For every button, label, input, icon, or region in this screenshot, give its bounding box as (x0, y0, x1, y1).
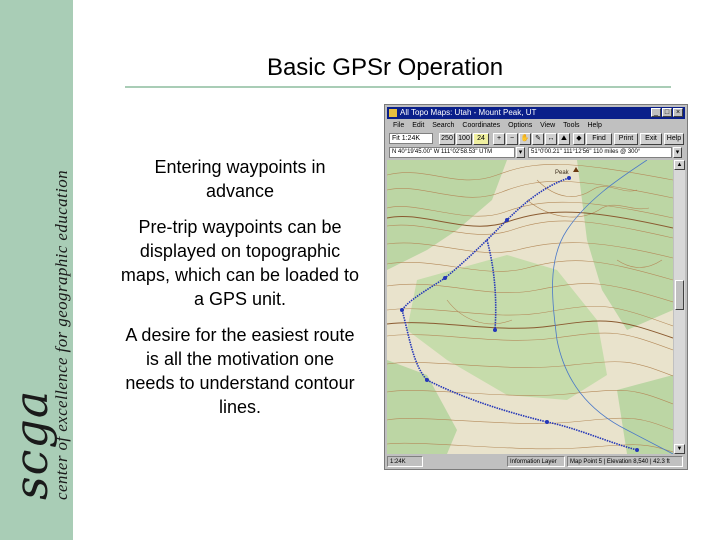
bullet-easiest-route: A desire for the easiest route is all the motivation one needs to understand contour lines. (125, 325, 355, 417)
chevron-down-icon[interactable]: ▾ (516, 147, 525, 158)
zoom-out-icon[interactable]: − (506, 133, 518, 145)
menu-search[interactable]: Search (432, 122, 455, 129)
exit-button[interactable]: Exit (640, 133, 662, 145)
app-icon (389, 109, 397, 117)
topo-map[interactable] (387, 160, 673, 454)
coordinate-bar (387, 147, 685, 159)
status-scale: 1:24K (387, 456, 423, 467)
pan-icon[interactable]: ✋ (519, 133, 531, 145)
pencil-icon[interactable]: ✎ (532, 133, 544, 145)
zoom-select[interactable]: Fit 1:24K (389, 133, 433, 144)
scale-250-button[interactable]: 250 (439, 133, 455, 145)
bullet-entering-waypoints: Entering waypoints in advance (154, 157, 326, 201)
distance-field[interactable]: 51°0'00.21" 111°12'56" 110 miles @ 300° (528, 147, 672, 158)
vertical-scrollbar[interactable] (674, 160, 685, 454)
logo-mark: scga (4, 389, 58, 500)
toolbar (387, 132, 685, 146)
status-bar (387, 456, 685, 467)
help-button[interactable]: Help (664, 133, 684, 145)
menu-tools[interactable]: Tools (563, 122, 580, 129)
topo-map-graphic (387, 160, 673, 454)
find-button[interactable]: Find (586, 133, 612, 145)
logo-tagline: center of excellence for geographic education (52, 169, 71, 500)
menu-view[interactable]: View (540, 122, 556, 129)
title-rule (125, 86, 671, 88)
status-mode: Information Layer (507, 456, 565, 467)
menu-coordinates[interactable]: Coordinates (462, 122, 501, 129)
bullet-pretrip-waypoints: Pre-trip waypoints can be displayed on topographic maps, which can be loaded to a GPS unit. (120, 217, 360, 309)
menu-help[interactable]: Help (587, 122, 602, 129)
maximize-icon[interactable]: □ (662, 108, 672, 117)
menu-options[interactable]: Options (508, 122, 533, 129)
close-icon[interactable]: × (673, 108, 683, 117)
window-titlebar[interactable] (387, 107, 685, 119)
minimize-icon[interactable]: _ (651, 108, 661, 117)
scale-24-button[interactable]: 24 (473, 133, 489, 145)
scroll-thumb[interactable] (675, 280, 684, 310)
menu-file[interactable]: File (393, 122, 405, 129)
scale-100-button[interactable]: 100 (456, 133, 472, 145)
status-info: Map Point 5 | Elevation 8,540 | 42.3 ft (567, 456, 683, 467)
window-title: All Topo Maps: Utah - Mount Peak, UT (400, 108, 537, 117)
topo-app-window (384, 104, 688, 470)
waypoint-icon[interactable]: ◆ (573, 133, 585, 145)
zoom-in-icon[interactable]: + (493, 133, 505, 145)
scroll-down-icon[interactable]: ▼ (674, 444, 685, 454)
peak-label: Peak (555, 170, 569, 176)
ruler-icon[interactable]: ↔ (545, 133, 557, 145)
slide-title: Basic GPSr Operation (266, 54, 504, 81)
scroll-up-icon[interactable]: ▲ (674, 160, 685, 170)
print-button[interactable]: Print (614, 133, 638, 145)
bullet-list (120, 155, 360, 431)
chevron-down-icon[interactable]: ▾ (673, 147, 682, 158)
menu-edit[interactable]: Edit (412, 122, 425, 129)
menu-bar (387, 121, 685, 131)
position-field[interactable]: N 40°19'45.00" W 111°02'58.53" UTM (389, 147, 515, 158)
profile-icon[interactable]: ⛰ (558, 133, 570, 145)
